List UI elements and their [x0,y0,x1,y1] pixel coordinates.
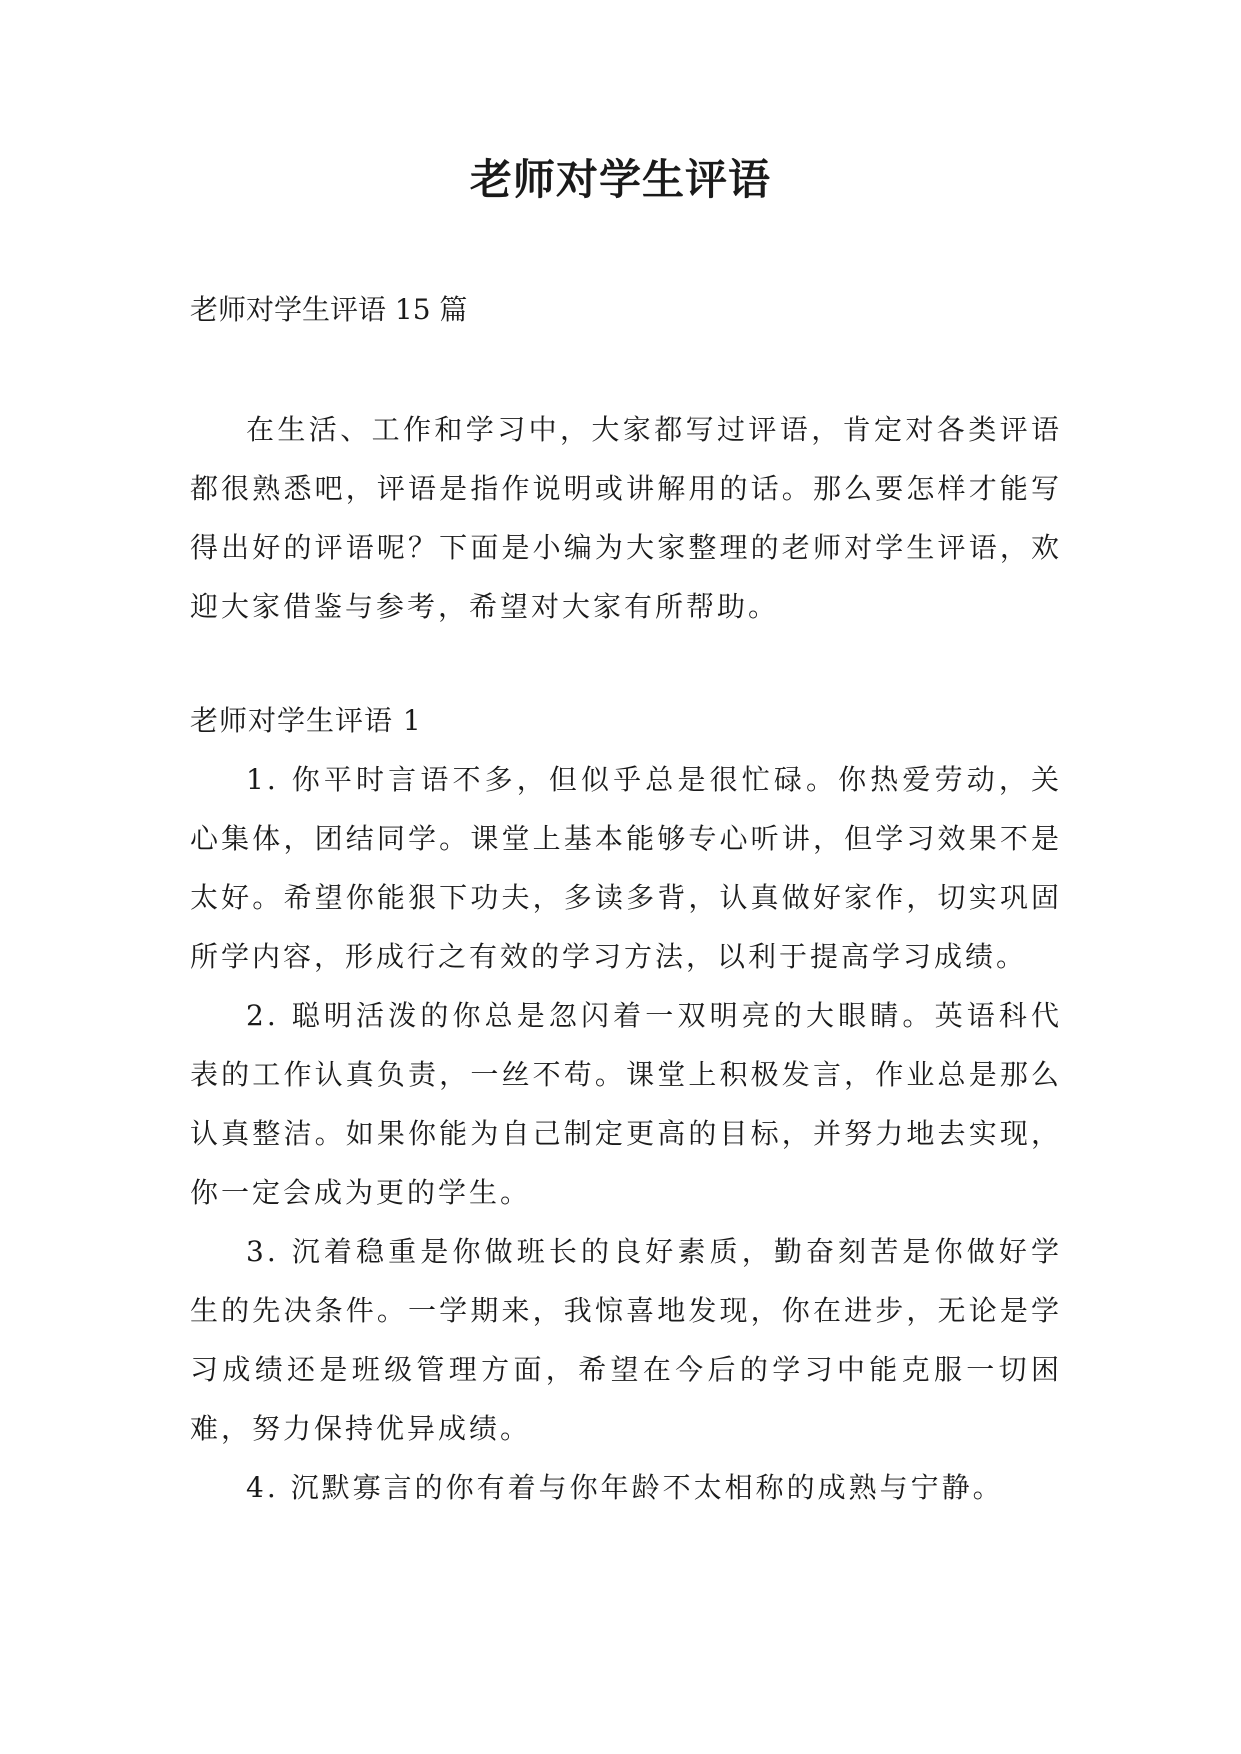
document-subtitle: 老师对学生评语 15 篇 [190,293,468,326]
intro-paragraph: 在生活、工作和学习中，大家都写过评语，肯定对各类评语都很熟悉吧，评语是指作说明或讲解用的话。那么要怎样才能写得出好的评语呢？下面是小编为大家整理的老师对学生评语，欢迎大家借鉴与参考，希望对大家有所帮助。 [190,413,1062,623]
comment-item: 4. 沉默寡言的你有着与你年龄不太相称的成熟与宁静。 [246,1471,1004,1504]
comment-item: 1. 你平时言语不多，但似乎总是很忙碌。你热爱劳动，关心集体，团结同学。课堂上基本能够专心听讲，但学习效果不是太好。希望你能狠下功夫，多读多背，认真做好家作，切实巩固所学内容，形成行之有效的学习方法，以利于提高学习成绩。 [190,763,1062,973]
section-heading: 老师对学生评语 1 [190,704,422,737]
comment-item: 2. 聪明活泼的你总是忽闪着一双明亮的大眼睛。英语科代表的工作认真负责，一丝不苟。课堂上积极发言，作业总是那么认真整洁。如果你能为自己制定更高的目标，并努力地去实现，你一定会成为更的学生。 [190,999,1062,1209]
document-title: 老师对学生评语 [469,155,771,204]
comment-item: 3. 沉着稳重是你做班长的良好素质，勤奋刻苦是你做好学生的先决条件。一学期来，我惊喜地发现，你在进步，无论是学习成绩还是班级管理方面，希望在今后的学习中能克服一切困难，努力保持优异成绩。 [190,1235,1062,1445]
document-body [190,400,1062,1517]
